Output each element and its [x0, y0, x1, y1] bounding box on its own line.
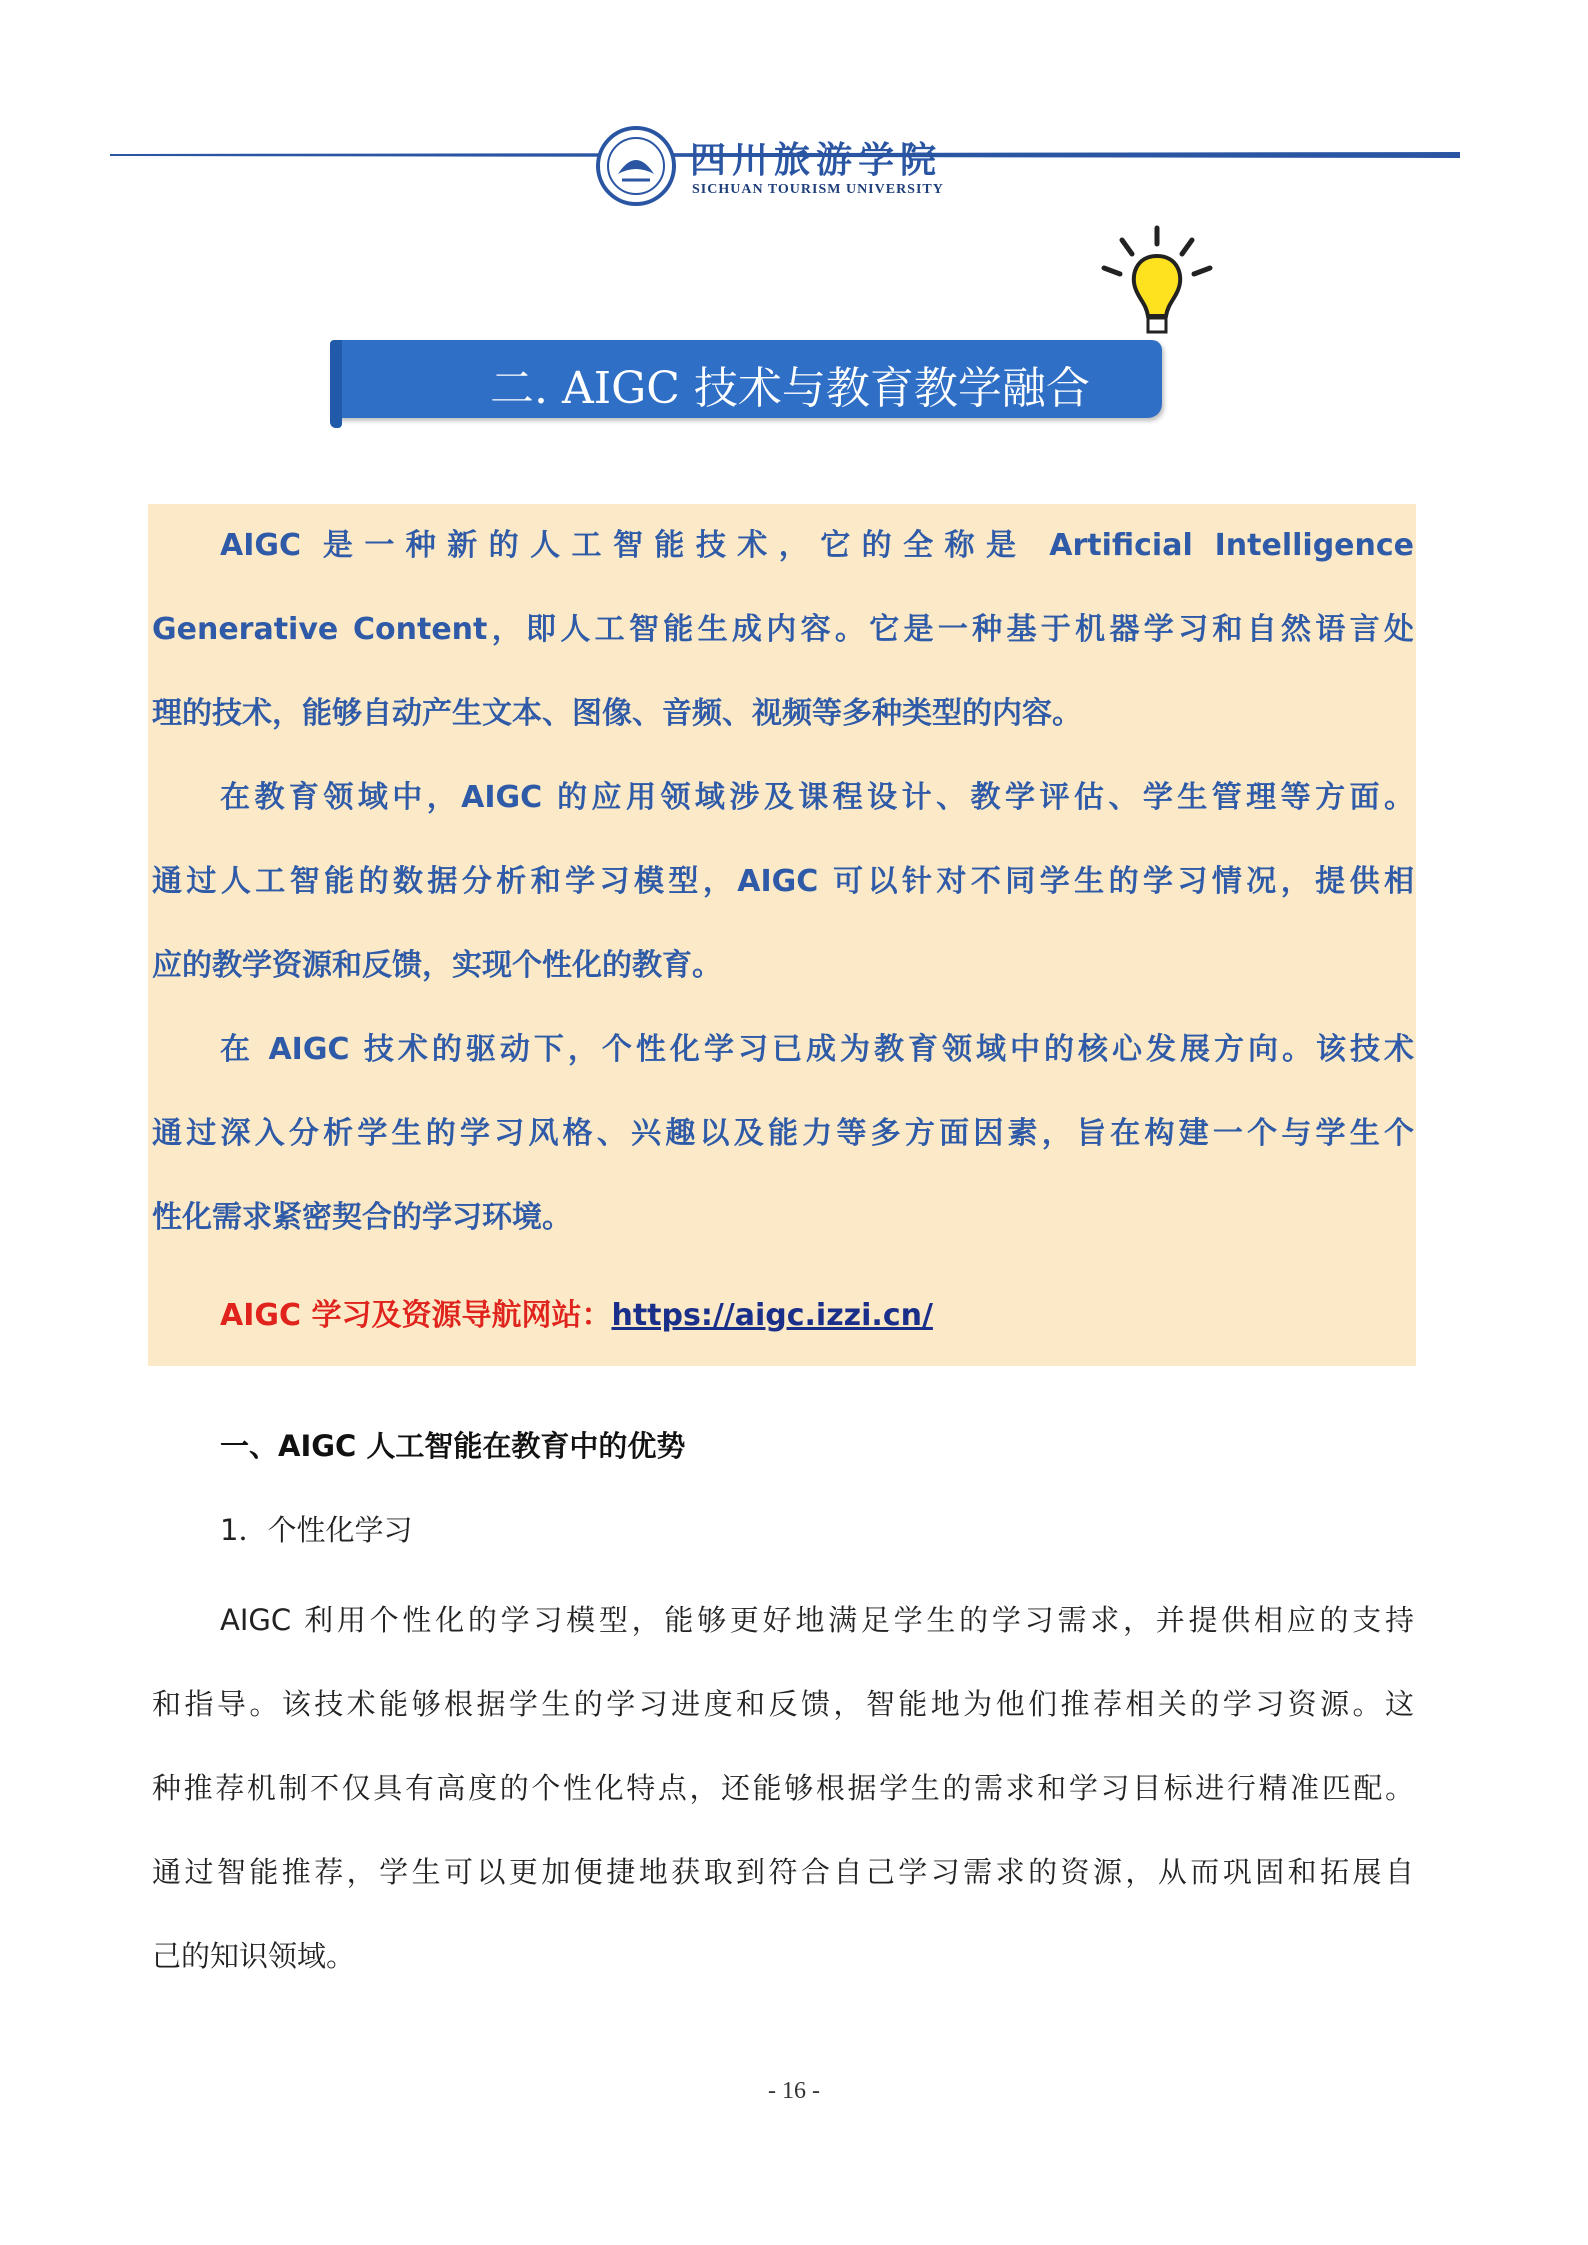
body-line: 己的知识领域。: [152, 1939, 356, 1973]
page-number: - 16 -: [768, 2078, 820, 2104]
body-line: AIGC 利用个性化的学习模型，能够更好地满足学生的学习需求，并提供相应的支持: [220, 1603, 1414, 1637]
chapter-title: 二. AIGC 技术与教育教学融合: [490, 363, 1090, 414]
intro-line: 在教育领域中，AIGC 的应用领域涉及课程设计、教学评估、学生管理等方面。: [220, 780, 1414, 815]
intro-line: 理的技术，能够自动产生文本、图像、音频、视频等多种类型的内容。: [152, 696, 1082, 731]
resource-link-label: AIGC 学习及资源导航网站：: [220, 1298, 612, 1333]
intro-line: 通过深入分析学生的学习风格、兴趣以及能力等多方面因素，旨在构建一个与学生个: [152, 1116, 1414, 1151]
resource-link[interactable]: https://aigc.izzi.cn/: [611, 1298, 933, 1333]
section-heading: 一、AIGC 人工智能在教育中的优势: [220, 1429, 686, 1463]
body-paragraph: [152, 1578, 1414, 1998]
subsection-heading: 1．个性化学习: [220, 1513, 413, 1547]
intro-line: Generative Content，即人工智能生成内容。它是一种基于机器学习和自然语言处: [152, 612, 1414, 647]
university-name-en: SICHUAN TOURISM UNIVERSITY: [692, 182, 944, 197]
resource-link-line: [220, 1290, 933, 1334]
chapter-banner: [330, 340, 1162, 418]
intro-line: AIGC 是一种新的人工智能技术，它的全称是 Artificial Intelligence: [220, 528, 1414, 563]
lightbulb-icon: [1092, 220, 1222, 350]
university-logo: [596, 126, 986, 206]
university-emblem-icon: [596, 126, 676, 206]
intro-paragraph-3: [152, 1008, 1414, 1260]
body-line: 通过智能推荐，学生可以更加便捷地获取到符合自己学习需求的资源，从而巩固和拓展自: [152, 1855, 1414, 1889]
intro-line: 应的教学资源和反馈，实现个性化的教育。: [152, 948, 722, 983]
body-line: 和指导。该技术能够根据学生的学习进度和反馈，智能地为他们推荐相关的学习资源。这: [152, 1687, 1414, 1721]
intro-line: 性化需求紧密契合的学习环境。: [152, 1200, 572, 1235]
intro-paragraph-1: [152, 504, 1414, 756]
body-line: 种推荐机制不仅具有高度的个性化特点，还能够根据学生的需求和学习目标进行精准匹配。: [152, 1771, 1414, 1805]
university-name-cn: 四川旅游学院: [690, 139, 943, 181]
intro-paragraph-2: [152, 756, 1414, 1008]
intro-line: 通过人工智能的数据分析和学习模型，AIGC 可以针对不同学生的学习情况，提供相: [152, 864, 1414, 899]
intro-line: 在 AIGC 技术的驱动下，个性化学习已成为教育领域中的核心发展方向。该技术: [220, 1032, 1414, 1067]
